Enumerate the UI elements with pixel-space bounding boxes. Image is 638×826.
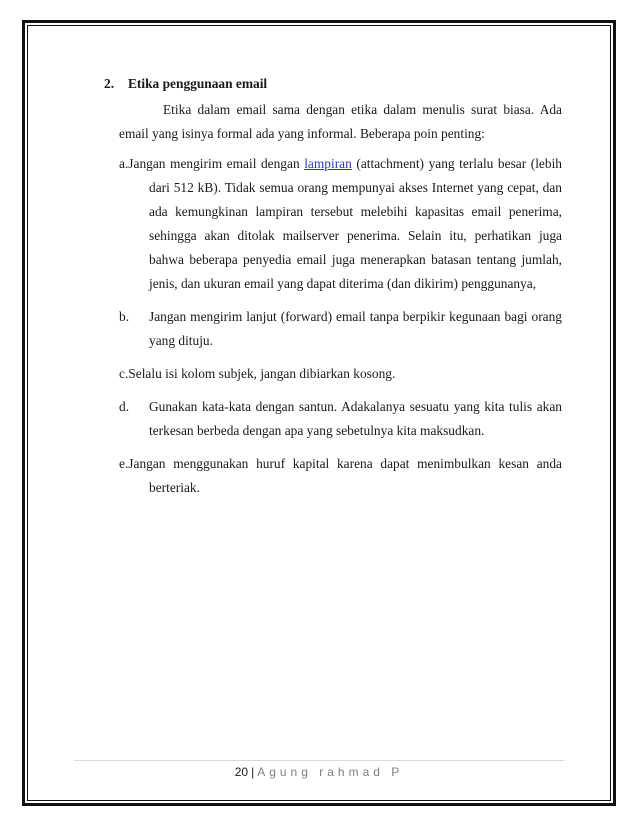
guideline-list bbox=[119, 152, 562, 500]
lampiran-link[interactable]: lampiran bbox=[304, 156, 352, 171]
list-text-b: Jangan mengirim lanjut (forward) email tanpa berpikir kegunaan bagi orang yang dituju. bbox=[149, 309, 562, 348]
section-number: 2. bbox=[104, 76, 115, 91]
list-marker-d: d. bbox=[119, 399, 130, 414]
list-text-c: Selalu isi kolom subjek, jangan dibiarkan kosong. bbox=[128, 366, 396, 381]
list-marker-a: a. bbox=[119, 156, 129, 171]
list-item-c bbox=[119, 362, 562, 386]
list-item-d bbox=[119, 395, 562, 443]
list-text-a-end: (attachment) yang terlalu besar (lebih dari 512 kB). Tidak semua orang mempunyai akses Internet yang cepat, dan ada kemungkinan lampiran tersebut melebihi kapasitas email penerima, sehingga akan ditolak mailserver penerima. Selain itu, perhatikan juga bahwa beberapa penyedia email juga menerapkan batasan tentang jumlah, jenis, dan ukuran email yang dapat diterima (dan dikirim) penggunanya, bbox=[149, 156, 562, 291]
footer-author: Agung rahmad P bbox=[257, 765, 404, 779]
list-marker-c: c. bbox=[119, 366, 129, 381]
list-item-e bbox=[119, 452, 562, 500]
list-text-a-start: Jangan mengirim email dengan bbox=[128, 156, 305, 171]
list-text-d: Gunakan kata-kata dengan santun. Adakalanya sesuatu yang kita tulis akan terkesan berbeda dengan apa yang sebetulnya kita maksudkan. bbox=[149, 399, 562, 438]
footer-divider bbox=[74, 760, 564, 761]
list-marker-e: e. bbox=[119, 456, 129, 471]
page-footer bbox=[0, 765, 638, 779]
intro-paragraph: Etika dalam email sama dengan etika dalam menulis surat biasa. Ada email yang isinya formal ada yang informal. Beberapa poin penting: bbox=[119, 102, 562, 141]
list-item-b bbox=[119, 305, 562, 353]
footer-separator: | bbox=[251, 765, 255, 779]
section-heading bbox=[100, 72, 562, 96]
section-title: Etika penggunaan email bbox=[128, 76, 268, 91]
document-body bbox=[100, 72, 562, 509]
list-text-e: Jangan menggunakan huruf kapital karena dapat menimbulkan kesan anda berteriak. bbox=[128, 456, 562, 495]
list-item-a bbox=[119, 152, 562, 296]
list-marker-b: b. bbox=[119, 309, 130, 324]
page-number: 20 bbox=[234, 765, 249, 779]
